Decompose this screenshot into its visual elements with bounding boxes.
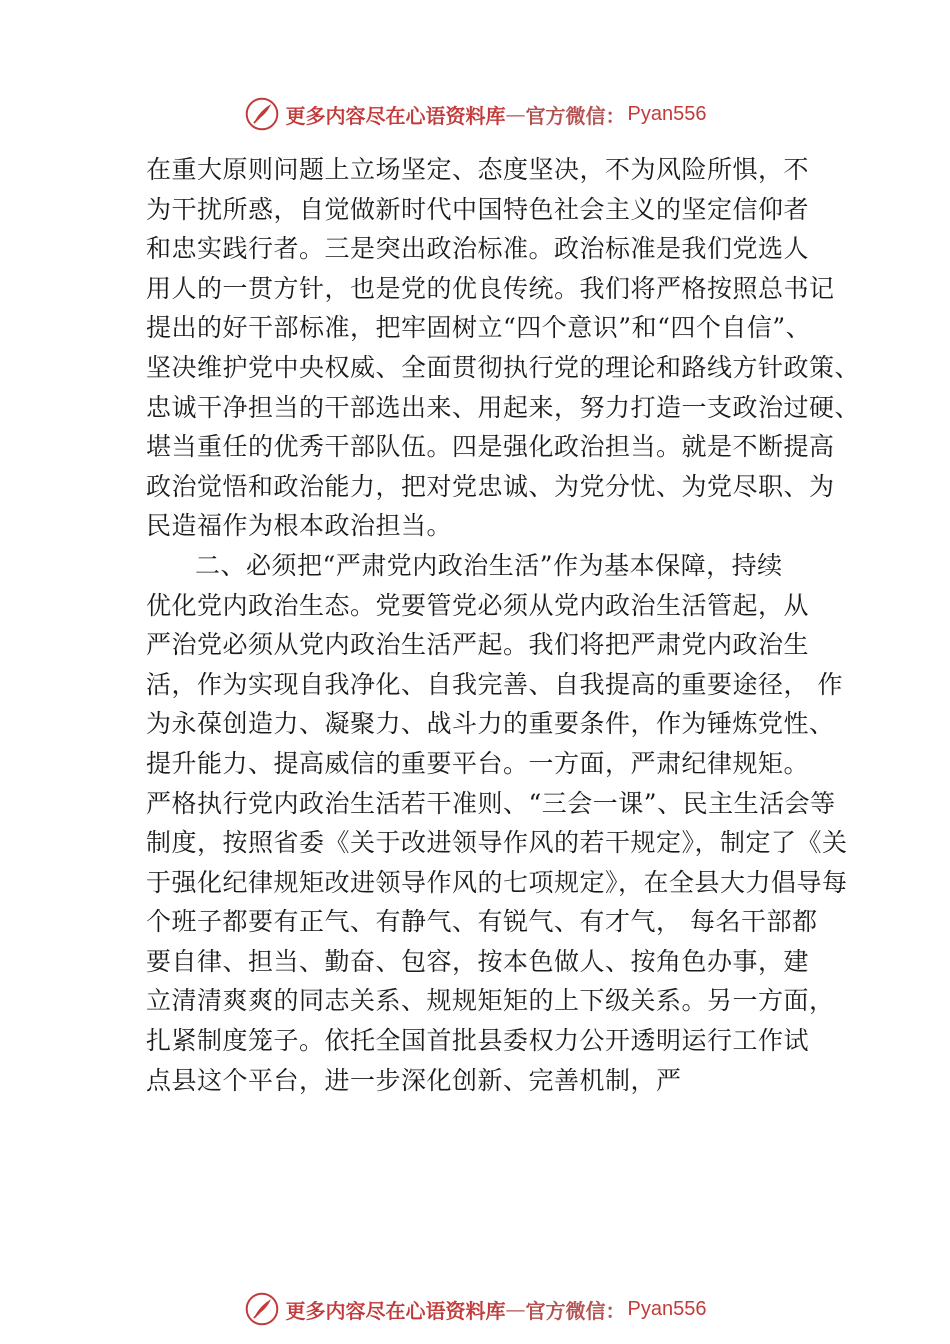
paragraph-line: 点县这个平台，进一步深化创新、完善机制，严 [146, 1065, 682, 1095]
paragraph-line: 在重大原则问题上立场坚定、态度坚决，不为风险所惧，不 [146, 155, 810, 184]
footer-watermark [0, 1287, 950, 1331]
watermark-label: 官方微信： [525, 103, 626, 128]
header-watermark [0, 92, 950, 136]
paragraph-line: 严格执行党内政治生活若干准则、“三会一课”、民主生活会等 [146, 788, 836, 818]
paragraph-line: 立清清爽爽的同志关系、规规矩矩的上下级关系。另一方面， [146, 986, 835, 1016]
paragraph-line: 用人的一贯方针，也是党的优良传统。我们将严格按照总书记 [146, 273, 835, 303]
paragraph-line: 政治觉悟和政治能力，把对党忠诚、为党分忧、为党尽职、为 [146, 471, 835, 501]
paragraph-line: 民造福作为根本政治担当。 [146, 511, 453, 541]
paragraph-line: 扎紧制度笼子。依托全国首批县委权力公开透明运行工作试 [146, 1026, 810, 1056]
paragraph-line: 严治党必须从党内政治生活严起。我们将把严肃党内政治生 [146, 630, 810, 660]
watermark-wechat-id: Pyan556 [627, 1297, 707, 1320]
quill-logo-icon [244, 1291, 280, 1327]
paragraph-line: 堪当重任的优秀干部队伍。四是强化政治担当。就是不断提高 [146, 432, 835, 462]
paragraph-line: 于强化纪律规矩改进领导作风的七项规定》，在全县大力倡导每 [146, 867, 848, 897]
watermark-separator: — [505, 1297, 526, 1321]
paragraph-line: 为干扰所惑，自觉做新时代中国特色社会主义的坚定信仰者 [146, 194, 810, 224]
paragraph-line: 个班子都要有正气、有静气、有锐气、有才气， 每名干部都 [146, 907, 818, 937]
paragraph-line: 和忠实践行者。三是突出政治标准。政治标准是我们党选人 [146, 234, 810, 264]
paragraph-line: 要自律、担当、勤奋、包容，按本色做人、按角色办事，建 [146, 946, 810, 976]
paragraph-line: 制度，按照省委《关于改进领导作风的若干规定》，制定了《关 [146, 828, 848, 858]
watermark-wechat-id: Pyan556 [627, 102, 707, 125]
paragraph-line: 二、必须把“严肃党内政治生活”作为基本保障，持续 [195, 550, 783, 580]
paragraph-line: 忠诚干净担当的干部选出来、用起来，努力打造一支政治过硬、 [146, 392, 861, 422]
watermark-title: 更多内容尽在心语资料库 [285, 103, 506, 128]
quill-logo-icon [244, 96, 280, 132]
paragraph-line: 优化党内政治生态。党要管党必须从党内政治生活管起，从 [146, 590, 810, 620]
paragraph-line: 为永葆创造力、凝聚力、战斗力的重要条件，作为锤炼党性、 [146, 709, 835, 739]
watermark-label: 官方微信： [525, 1298, 626, 1323]
paragraph-line: 提出的好干部标准，把牢固树立“四个意识”和“四个自信”、 [146, 313, 812, 343]
paragraph-line: 坚决维护党中央权威、全面贯彻执行党的理论和路线方针政策、 [146, 352, 861, 382]
document-body [146, 150, 861, 1100]
watermark-separator: — [505, 102, 526, 126]
paragraph-line: 提升能力、提高威信的重要平台。一方面，严肃纪律规矩。 [146, 748, 810, 778]
watermark-title: 更多内容尽在心语资料库 [285, 1298, 506, 1323]
paragraph-line: 活，作为实现自我净化、自我完善、自我提高的重要途径， 作 [146, 669, 843, 699]
